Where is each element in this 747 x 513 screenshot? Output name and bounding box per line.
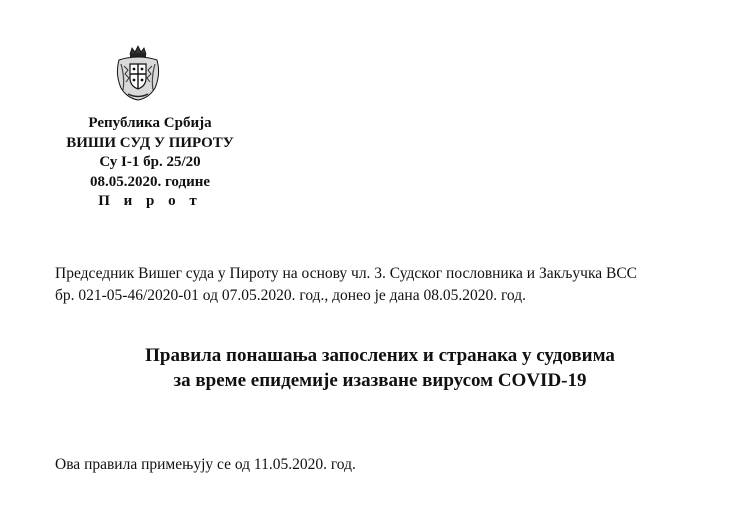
city-name: П и р о т [98, 193, 202, 209]
document-date: 08.05.2020. године [89, 173, 211, 190]
court-header [40, 114, 260, 212]
country-name: Република Србија [88, 115, 212, 131]
coat-of-arms-icon [113, 44, 163, 102]
title-line-1: Правила понашања запослених и странака у судовима [145, 345, 615, 366]
title-line-2: за време епидемије изазване вирусом COVID-19 [173, 370, 587, 391]
case-number: Су I-1 бр. 25/20 [99, 154, 201, 170]
intro-line-2: бр. 021-05-46/2020-01 од 07.05.2020. год., донео је дана 08.05.2020. год. [55, 287, 527, 304]
effective-date-note: Ова правила примењују се од 11.05.2020. год. [55, 456, 356, 473]
intro-line-1: Председник Вишег суда у Пироту на основу чл. 3. Судског пословника и Закључка ВСС [55, 265, 638, 282]
intro-paragraph [55, 263, 705, 307]
document-title [60, 343, 700, 393]
court-name: ВИШИ СУД У ПИРОТУ [66, 134, 234, 151]
